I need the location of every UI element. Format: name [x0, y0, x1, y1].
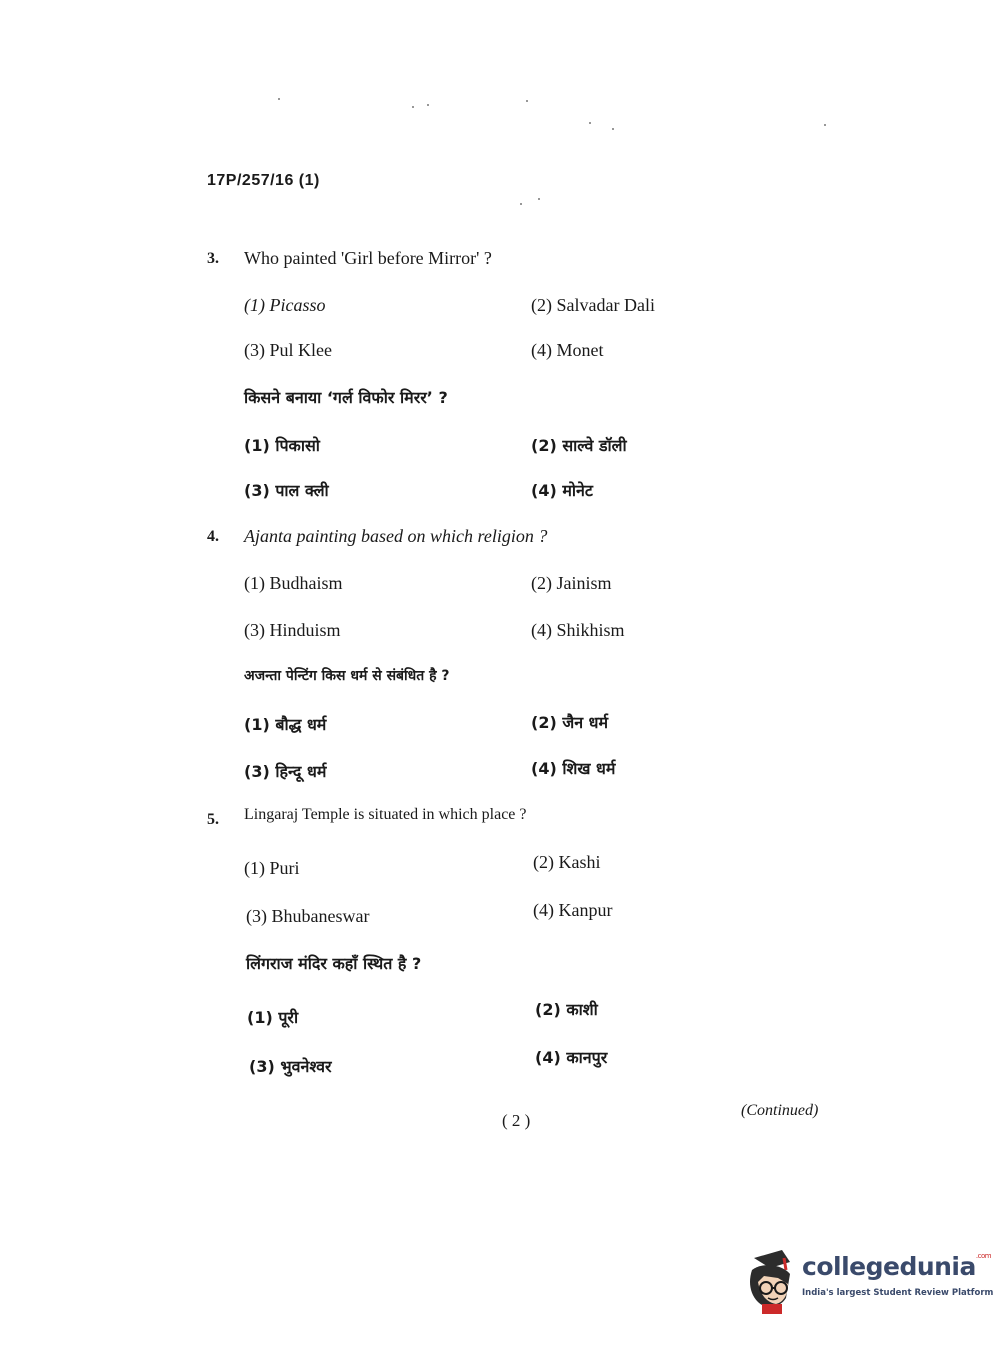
question-number: 5. — [207, 811, 219, 828]
brand-name: collegedunia$^{.com}$ — [802, 1252, 992, 1281]
option: (4) Kanpur — [533, 900, 613, 920]
continued-note: (Continued) — [741, 1102, 819, 1119]
option: (3) Hinduism — [244, 620, 341, 640]
scan-speck — [589, 122, 591, 124]
option: (3) Bhubaneswar — [246, 906, 370, 926]
option-hindi: (1) बौद्ध धर्म — [244, 715, 327, 734]
option-hindi: (4) कानपुर — [535, 1048, 608, 1067]
scan-speck — [427, 104, 429, 106]
collegedunia-logo — [744, 1248, 994, 1318]
scan-speck — [520, 203, 522, 205]
option-hindi: (3) पाल क्ली — [244, 481, 329, 500]
option-hindi: (4) शिख धर्म — [531, 759, 616, 778]
question-text-hindi: लिंगराज मंदिर कहाँ स्थित है ? — [246, 954, 422, 973]
question-text: Lingaraj Temple is situated in which place ? — [244, 806, 527, 823]
option-hindi: (2) जैन धर्म — [531, 713, 609, 732]
option-hindi: (4) मोनेट — [531, 481, 593, 500]
option-hindi: (3) भुवनेश्वर — [249, 1057, 332, 1076]
paper-code: 17P/257/16 (1) — [207, 172, 320, 189]
option-hindi: (3) हिन्दू धर्म — [244, 762, 327, 781]
question-number: 3. — [207, 250, 219, 267]
option: (2) Jainism — [531, 573, 612, 593]
option-hindi: (1) पूरी — [247, 1008, 299, 1027]
option: (1) Budhaism — [244, 573, 343, 593]
question-text-hindi: अजन्ता पेन्टिंग किस धर्म से संबंधित है ? — [244, 668, 450, 684]
option: (4) Shikhism — [531, 620, 625, 640]
option-hindi: (2) काशी — [535, 1000, 598, 1019]
option: (1) Picasso — [244, 295, 326, 315]
option: (3) Pul Klee — [244, 340, 332, 360]
scan-speck — [824, 124, 826, 126]
option: (1) Puri — [244, 858, 300, 878]
question-text: Ajanta painting based on which religion ? — [244, 526, 548, 546]
scan-speck — [526, 100, 528, 102]
question-number: 4. — [207, 528, 219, 545]
scan-speck — [612, 128, 614, 130]
brand-tagline: India's largest Student Review Platform — [802, 1288, 994, 1298]
mascot-icon — [744, 1248, 800, 1318]
scan-speck — [412, 106, 414, 108]
question-text-hindi: किसने बनाया ‘गर्ल विफोर मिरर’ ? — [244, 388, 448, 407]
page-number: ( 2 ) — [502, 1111, 531, 1130]
option: (2) Salvadar Dali — [531, 295, 655, 315]
option: (2) Kashi — [533, 852, 601, 872]
question-text: Who painted 'Girl before Mirror' ? — [244, 248, 492, 268]
scan-speck — [278, 98, 280, 100]
option-hindi: (1) पिकासो — [244, 436, 320, 455]
option: (4) Monet — [531, 340, 604, 360]
scan-speck — [538, 198, 540, 200]
option-hindi: (2) साल्वे डॉली — [531, 436, 627, 455]
